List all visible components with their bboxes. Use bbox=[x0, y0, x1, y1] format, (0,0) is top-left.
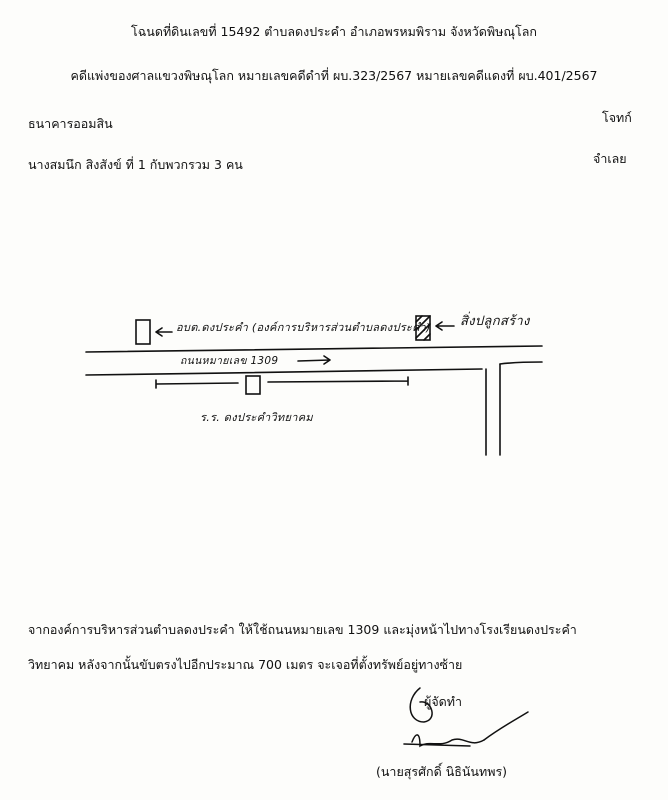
header-title-line1: โฉนดที่ดินเลขที่ 15492 ตำบลดงประคำ อำเภอพรหมพิราม จังหวัดพิษณุโลก bbox=[131, 24, 537, 39]
map-label-property: สิ่งปลูกสร้าง bbox=[460, 314, 530, 329]
map-label-road: ถนนหมายเลข 1309 bbox=[180, 355, 279, 367]
directions-line1: จากองค์การบริหารส่วนตำบลดงประคำ ให้ใช้ถนนหมายเลข 1309 และมุ่งหน้าไปทางโรงเรียนดงประคำ bbox=[28, 622, 577, 637]
signature-role: ผู้จัดทำ bbox=[424, 694, 463, 709]
map-label-school: ร.ร. ดงประคำวิทยาคม bbox=[200, 411, 313, 424]
plaintiff-name: ธนาคารออมสิน bbox=[28, 116, 113, 131]
directions-line2: วิทยาคม หลังจากนั้นขับตรงไปอีกประมาณ 700 เมตร จะเจอที่ตั้งทรัพย์อยู่ทางซ้าย bbox=[28, 657, 463, 672]
defendant-role: จำเลย bbox=[593, 151, 627, 166]
plaintiff-role: โจทก์ bbox=[602, 110, 632, 125]
header-title-line2: คดีแพ่งของศาลแขวงพิษณุโลก หมายเลขคดีดำที่ ผบ.323/2567 หมายเลขคดีแดงที่ ผบ.401/2567 bbox=[70, 68, 598, 83]
defendant-name: นางสมนึก สิงสังข์ ที่ 1 กับพวกรวม 3 คน bbox=[28, 157, 243, 172]
map-label-sao: อบต.ดงประคำ (องค์การบริหารส่วนตำบลดงประคำ) bbox=[176, 321, 431, 334]
signatory-name: (นายสุรศักดิ์ นิธินันทพร) bbox=[376, 764, 508, 779]
